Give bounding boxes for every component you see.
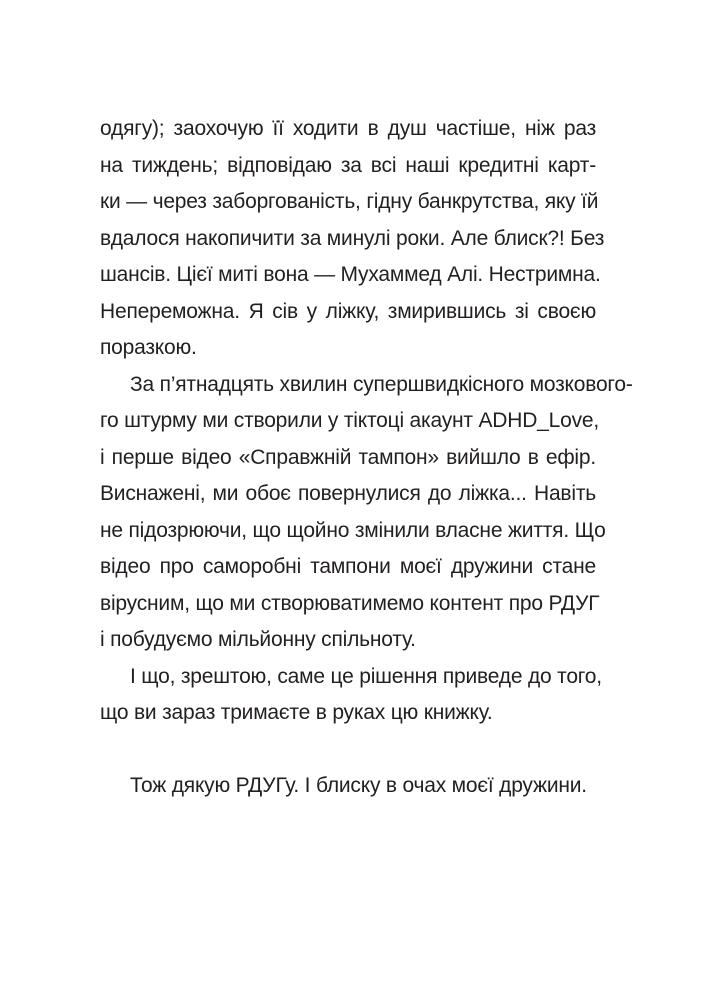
text-line: що ви зараз тримаєте в руках цю книжку. [100, 701, 493, 724]
text-line: Тож дякую РДУГу. І блиску в очах моєї дружини. [130, 774, 587, 797]
text-line: І що, зрештою, саме це рішення приведе до того, [130, 664, 602, 688]
text-line: го штурму ми створили у тіктоці акаунт ADHD_Love, [100, 409, 600, 432]
text-line: За п’ятнадцять хвилин супершвидкісного мозкового- [130, 372, 633, 396]
body-text [100, 111, 633, 805]
text-line: і перше відео «Справжній тампон» вийшло в ефір. [100, 445, 596, 469]
text-line: вірусним, що ми створюватимемо контент про РДУГ [100, 591, 600, 615]
text-line: на тиждень; відповідаю за всі наші кредитні карт- [100, 153, 596, 177]
text-line: вдалося накопичити за минулі роки. Але блиск?! Без [100, 226, 605, 250]
paragraph-gap [100, 732, 596, 769]
text-line: відео про саморобні тампони моєї дружини стане [100, 555, 596, 578]
text-line: Непереможна. Я сів у ліжку, змирившись зі своєю [100, 299, 596, 323]
text-line: шансів. Цієї миті вона — Мухаммед Алі. Нестримна. [100, 263, 601, 286]
text-line: не підозрюючи, що щойно змінили власне життя. Що [100, 518, 606, 542]
text-line: Виснажені, ми обоє повернулися до ліжка... Навіть [100, 482, 596, 505]
text-line: одягу); заохочую її ходити в душ частіше, ніж раз [100, 117, 596, 140]
text-line: ки — через заборгованість, гідну банкрутства, яку їй [100, 190, 599, 213]
text-line: поразкою. [100, 336, 197, 359]
text-line: і побудуємо мільйонну спільноту. [100, 628, 416, 651]
